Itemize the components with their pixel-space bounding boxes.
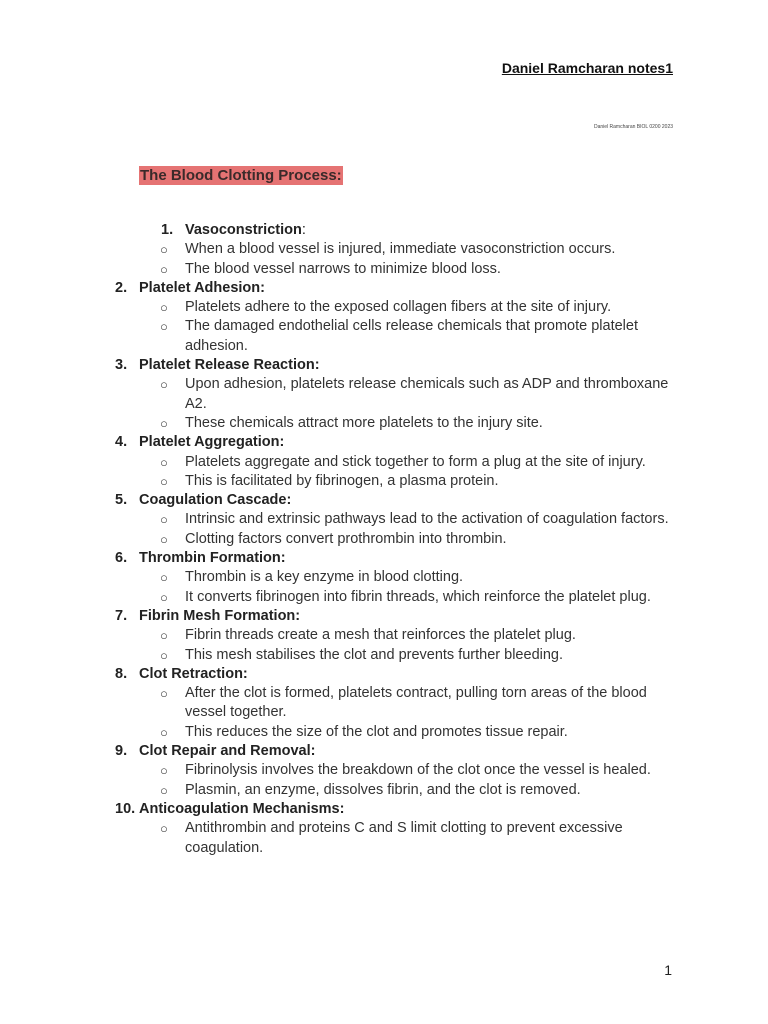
hollow-circle-bullet-icon: ○ (160, 512, 168, 528)
list-item-title-line (0, 742, 768, 761)
list-item-title: Fibrin Mesh Formation: (139, 607, 301, 624)
sub-bullet-text: Thrombin is a key enzyme in blood clotting. (185, 569, 464, 586)
numbered-list (0, 221, 768, 858)
sub-bullet-item (0, 588, 768, 607)
list-item-title: Platelet Aggregation: (139, 434, 285, 451)
sub-bullet-item (0, 723, 768, 742)
list-item-title-suffix: : (301, 222, 306, 238)
list-item (0, 607, 768, 665)
sub-bullet-text: Platelets adhere to the exposed collagen fibers at the site of injury. (185, 299, 612, 316)
list-item-number: 6. (115, 550, 128, 567)
list-item-number: 4. (115, 434, 128, 451)
sub-bullet-item (0, 260, 768, 279)
list-item-title: Anticoagulation Mechanisms: (139, 800, 345, 817)
sub-bullet-item (0, 684, 768, 723)
hollow-circle-bullet-icon: ○ (160, 724, 168, 740)
sub-bullet-text: Fibrin threads create a mesh that reinforces the platelet plug. (185, 627, 576, 644)
sub-bullet-item (0, 781, 768, 800)
list-item-title-line (0, 221, 768, 240)
document-meta: Daniel Ramcharan BIOL 0200 2023 (593, 124, 673, 130)
list-item-title-line (0, 279, 768, 298)
list-item-number: 9. (115, 743, 128, 760)
section-heading: The Blood Clotting Process: (140, 167, 342, 184)
sub-bullet-item (0, 453, 768, 472)
list-item (0, 221, 768, 279)
list-item-title: Clot Repair and Removal: (139, 743, 316, 760)
list-item-title-line (0, 433, 768, 452)
hollow-circle-bullet-icon: ○ (160, 821, 168, 837)
sub-bullet-text: Intrinsic and extrinsic pathways lead to the activation of coagulation factors. (185, 511, 669, 528)
sub-bullet-item (0, 568, 768, 587)
sub-bullet-text: This reduces the size of the clot and promotes tissue repair. (185, 723, 568, 740)
sub-bullet-text: Upon adhesion, platelets release chemicals such as ADP and thromboxane A2. (185, 376, 669, 412)
list-item-number: 1. (161, 222, 174, 238)
list-item-title: Clot Retraction: (139, 665, 248, 682)
list-item (0, 433, 768, 491)
sub-bullet-text: Plasmin, an enzyme, dissolves fibrin, and the clot is removed. (185, 781, 581, 798)
list-item-title: Platelet Adhesion: (139, 279, 265, 296)
list-item-number: 10. (115, 800, 136, 817)
document-title: Daniel Ramcharan notes1 (501, 60, 673, 76)
hollow-circle-bullet-icon: ○ (160, 473, 168, 489)
list-item-title-line (0, 356, 768, 375)
sub-bullet-item (0, 414, 768, 433)
sub-bullet-item (0, 819, 768, 858)
hollow-circle-bullet-icon: ○ (160, 242, 168, 258)
list-item (0, 491, 768, 549)
sub-bullet-text: The blood vessel narrows to minimize blood loss. (185, 260, 501, 277)
list-item-number: 7. (115, 607, 128, 624)
hollow-circle-bullet-icon: ○ (160, 570, 168, 586)
hollow-circle-bullet-icon: ○ (160, 261, 168, 277)
list-item-number: 5. (115, 492, 128, 509)
list-item (0, 800, 768, 858)
sub-bullet-item (0, 317, 768, 356)
list-item (0, 356, 768, 433)
sub-bullet-text: Clotting factors convert prothrombin into thrombin. (185, 530, 507, 547)
sub-bullet-text: The damaged endothelial cells release chemicals that promote platelet adhesion. (185, 318, 638, 354)
list-item-number: 2. (115, 279, 128, 296)
list-item-number: 3. (115, 357, 128, 374)
list-item-title-line (0, 491, 768, 510)
hollow-circle-bullet-icon: ○ (160, 782, 168, 798)
list-item (0, 549, 768, 607)
sub-bullet-item (0, 240, 768, 259)
sub-bullet-text: Antithrombin and proteins C and S limit clotting to prevent excessive coagulation. (185, 820, 623, 856)
sub-bullet-text: After the clot is formed, platelets contract, pulling torn areas of the blood vessel together. (185, 685, 647, 721)
list-item (0, 665, 768, 742)
sub-bullet-item (0, 761, 768, 780)
page-number: 1 (664, 962, 672, 978)
hollow-circle-bullet-icon: ○ (160, 300, 168, 316)
hollow-circle-bullet-icon: ○ (160, 763, 168, 779)
sub-bullet-item (0, 375, 768, 414)
sub-bullet-item (0, 472, 768, 491)
sub-bullet-text: It converts fibrinogen into fibrin threads, which reinforce the platelet plug. (185, 588, 651, 605)
hollow-circle-bullet-icon: ○ (160, 589, 168, 605)
hollow-circle-bullet-icon: ○ (160, 319, 168, 335)
hollow-circle-bullet-icon: ○ (160, 454, 168, 470)
hollow-circle-bullet-icon: ○ (160, 415, 168, 431)
list-item (0, 742, 768, 800)
sub-bullet-item (0, 530, 768, 549)
sub-bullet-item (0, 510, 768, 529)
list-item-title-line (0, 607, 768, 626)
hollow-circle-bullet-icon: ○ (160, 377, 168, 393)
sub-bullet-text: When a blood vessel is injured, immediate vasoconstriction occurs. (185, 241, 616, 258)
hollow-circle-bullet-icon: ○ (160, 531, 168, 547)
sub-bullet-text: Platelets aggregate and stick together to form a plug at the site of injury. (185, 453, 646, 470)
list-item-title: Vasoconstriction (185, 222, 302, 238)
list-item-title-line (0, 665, 768, 684)
sub-bullet-item (0, 646, 768, 665)
list-item-title: Platelet Release Reaction: (139, 357, 320, 374)
list-item-title: Thrombin Formation: (139, 550, 286, 567)
list-item-number: 8. (115, 665, 128, 682)
sub-bullet-item (0, 298, 768, 317)
sub-bullet-item (0, 626, 768, 645)
sub-bullet-text: This is facilitated by fibrinogen, a plasma protein. (185, 472, 499, 489)
list-item-title: Coagulation Cascade: (139, 492, 292, 509)
list-item-title-line (0, 800, 768, 819)
sub-bullet-text: These chemicals attract more platelets to the injury site. (185, 414, 543, 431)
hollow-circle-bullet-icon: ○ (160, 686, 168, 702)
list-item-title-line (0, 549, 768, 568)
hollow-circle-bullet-icon: ○ (160, 628, 168, 644)
hollow-circle-bullet-icon: ○ (160, 647, 168, 663)
sub-bullet-text: Fibrinolysis involves the breakdown of the clot once the vessel is healed. (185, 762, 651, 779)
list-item (0, 279, 768, 356)
sub-bullet-text: This mesh stabilises the clot and prevents further bleeding. (185, 646, 564, 663)
